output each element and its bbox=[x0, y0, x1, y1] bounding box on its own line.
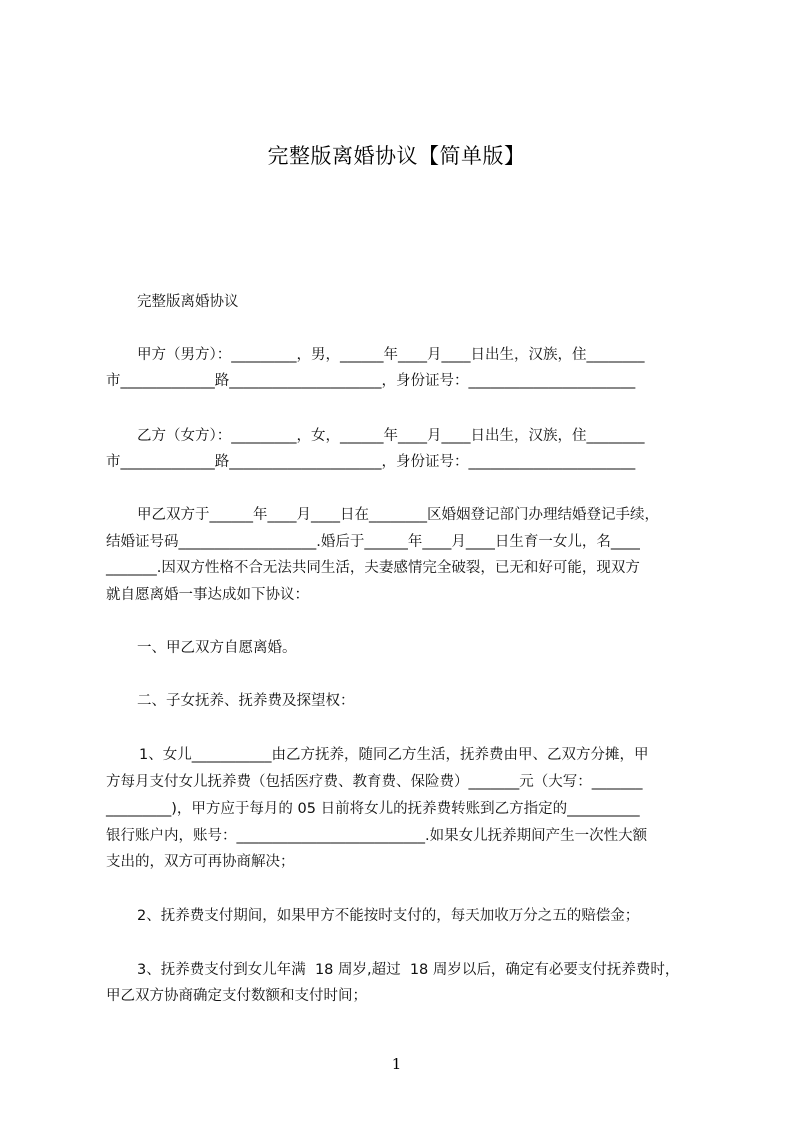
item-1-line-5: 支出的，双方可再协商解决； bbox=[106, 854, 295, 870]
marriage-line-1: 甲乙双方于______年____月____日在________区婚姻登记部门办理结婚登记手续， bbox=[137, 507, 659, 523]
item-2: 2、抚养费支付期间，如果甲方不能按时支付的，每天加收万分之五的赔偿金； bbox=[137, 908, 640, 924]
item-1-line-2: 方每月支付女儿抚养费（包括医疗费、教育费、保险费）_______元（大写：_______ bbox=[106, 774, 643, 790]
party-b-line-2: 市_____________路_____________________，身份证号：_______________________ bbox=[106, 454, 636, 470]
document-subtitle: 完整版离婚协议 bbox=[137, 294, 239, 310]
marriage-line-3: _______.因双方性格不合无法共同生活，夫妻感情完全破裂，已无和好可能，现双方 bbox=[106, 560, 640, 576]
item-3-line-2: 甲乙双方协商确定支付数额和支付时间； bbox=[106, 988, 367, 1004]
clause-1: 一、甲乙双方自愿离婚。 bbox=[137, 640, 297, 656]
page-number: 1 bbox=[391, 1055, 402, 1073]
item-3-line-1: 3、抚养费支付到女儿年满 18 周岁,超过 18 周岁以后，确定有必要支付抚养费时， bbox=[137, 962, 680, 978]
item-1-line-1: 1、女儿___________由乙方抚养，随同乙方生活，抚养费由甲、乙双方分摊，甲 bbox=[139, 747, 649, 763]
party-b-line-1: 乙方（女方）：_________，女，______年____月____日出生，汉族，住________ bbox=[137, 428, 645, 444]
clause-2: 二、子女抚养、抚养费及探望权： bbox=[137, 693, 355, 709]
party-a-line-2: 市_____________路_____________________，身份证号：_______________________ bbox=[106, 373, 636, 389]
item-1-line-4: 银行账户内，账号：__________________________.如果女儿抚养期间产生一次性大额 bbox=[106, 828, 648, 844]
marriage-line-4: 就自愿离婚一事达成如下协议： bbox=[106, 587, 309, 603]
document-title: 完整版离婚协议【简单版】 bbox=[267, 144, 526, 168]
marriage-line-2: 结婚证号码___________________.婚后于______年____月____日生育一女儿，名____ bbox=[106, 534, 640, 550]
item-1-line-3: _________)，甲方应于每月的 05 日前将女儿的抚养费转账到乙方指定的__________ bbox=[106, 801, 640, 817]
party-a-line-1: 甲方（男方）：_________，男，______年____月____日出生，汉族，住________ bbox=[137, 347, 645, 363]
